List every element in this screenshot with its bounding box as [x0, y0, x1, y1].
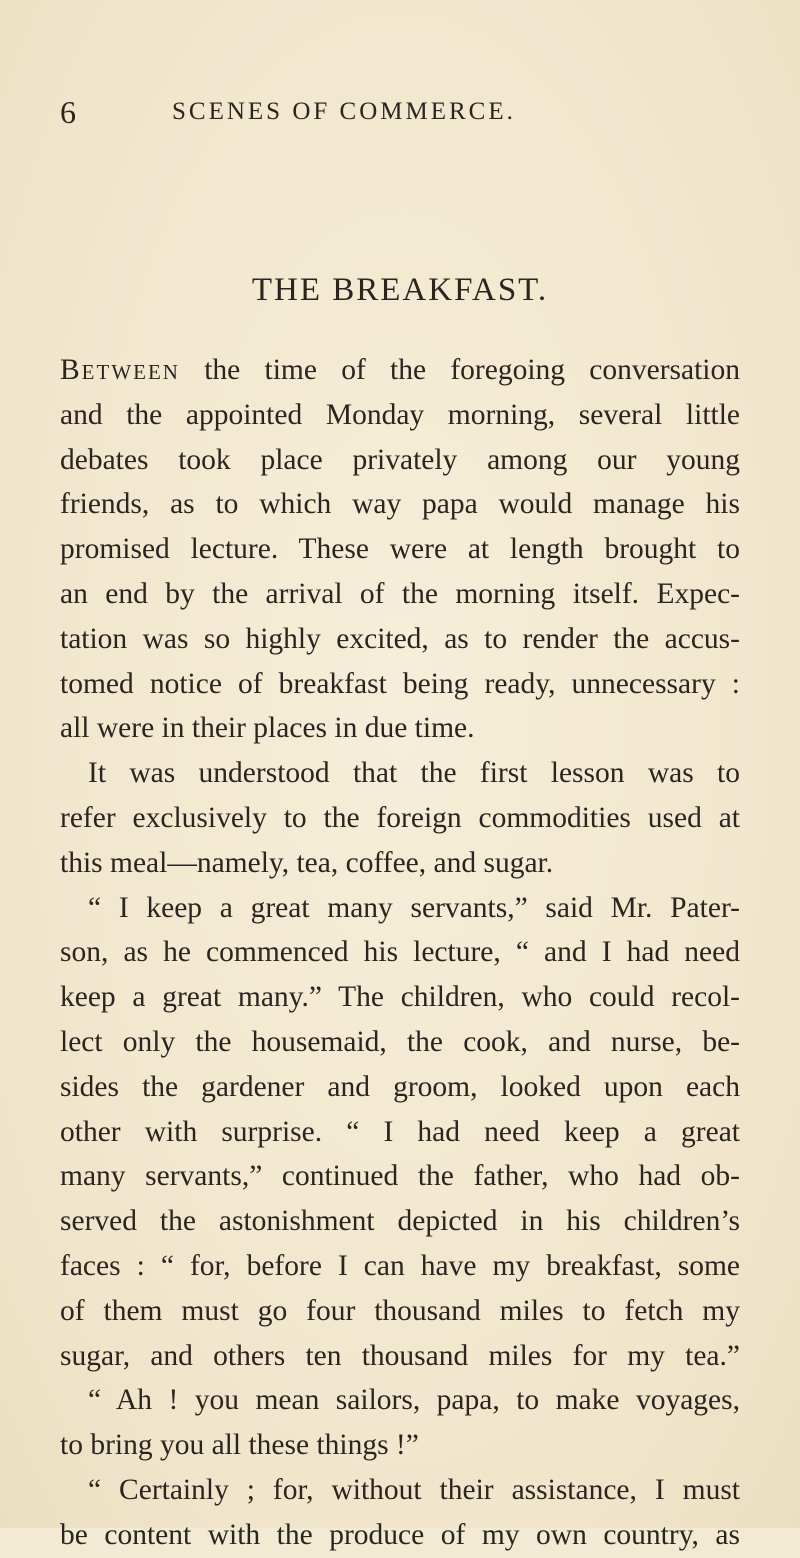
text-line: all were in their places in due time.	[60, 712, 475, 745]
text-line: It was understood that the first lesson was to	[88, 757, 740, 790]
text-line: served the astonishment depicted in his children’s	[60, 1205, 740, 1238]
text-line: “ I keep a great many servants,” said Mr. Pater-	[88, 891, 740, 924]
text-line: many servants,” continued the father, who had ob-	[60, 1160, 740, 1193]
text-line: this meal—namely, tea, coffee, and sugar.	[60, 846, 554, 879]
text-line: lect only the housemaid, the cook, and nurse, be-	[60, 1025, 740, 1058]
text-line: Between the time of the foregoing conversation	[60, 354, 740, 386]
page-number: 6	[60, 94, 76, 130]
text-line: son, as he commenced his lecture, “ and I had need	[60, 936, 740, 969]
text-line: sugar, and others ten thousand miles for my tea.”	[60, 1339, 740, 1372]
running-title: SCENES OF COMMERCE.	[172, 98, 516, 125]
text-line: “ Certainly ; for, without their assistance, I must	[88, 1473, 740, 1506]
text-line: “ Ah ! you mean sailors, papa, to make voyages,	[88, 1384, 740, 1417]
text-line: tation was so highly excited, as to render the accus-	[60, 622, 740, 655]
text-line: promised lecture. These were at length brought to	[60, 533, 740, 566]
text-line: of them must go four thousand miles to fetch my	[60, 1294, 740, 1327]
text-line: sides the gardener and groom, looked upon each	[60, 1070, 740, 1103]
text-line: debates took place privately among our young	[60, 443, 740, 476]
text-line: keep a great many.” The children, who could recol-	[60, 981, 740, 1014]
text-line: faces : “ for, before I can have my breakfast, some	[60, 1249, 740, 1282]
text-line: other with surprise. “ I had need keep a great	[60, 1115, 740, 1148]
text-line: refer exclusively to the foreign commodities used at	[60, 801, 740, 834]
text-line: be content with the produce of my own country, as	[60, 1518, 740, 1551]
text-line: friends, as to which way papa would manage his	[60, 488, 740, 521]
opening-word: Between	[60, 354, 180, 386]
text-line: to bring you all these things !”	[60, 1429, 419, 1462]
text-line: and the appointed Monday morning, several little	[60, 398, 740, 431]
chapter-title: THE BREAKFAST.	[251, 272, 549, 308]
running-head	[60, 92, 740, 132]
text-line: tomed notice of breakfast being ready, unnecessary :	[60, 667, 740, 700]
text-line: an end by the arrival of the morning itself. Expec-	[60, 577, 740, 610]
body-text	[60, 348, 740, 1558]
